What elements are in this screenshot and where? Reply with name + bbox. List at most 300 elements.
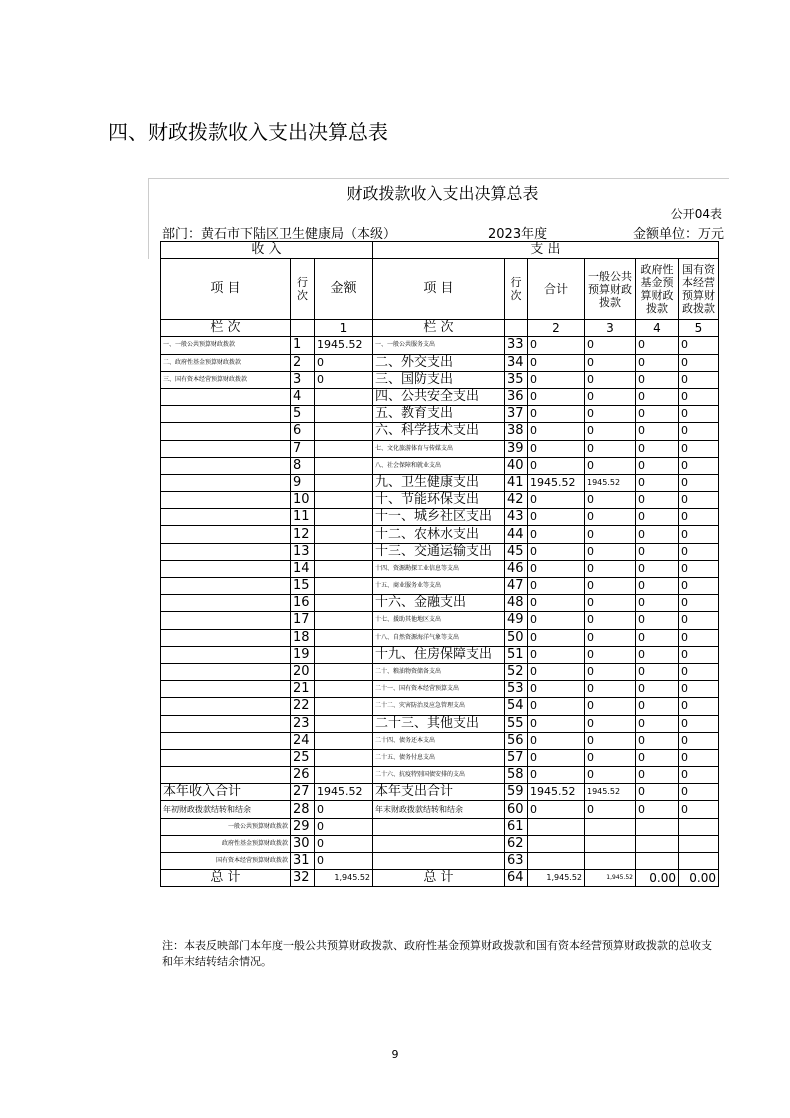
cell-cap: 0 <box>679 595 719 612</box>
cell-in-item <box>161 646 291 663</box>
cell-gov: 0 <box>636 560 679 577</box>
cell-in-amt <box>315 646 373 663</box>
cell-in-amt: 1945.52 <box>315 784 373 801</box>
cell-out-no: 49 <box>505 612 528 629</box>
cell-in-no: 10 <box>291 492 315 509</box>
col-amount-header: 金额 <box>315 259 373 320</box>
cell-out-no: 46 <box>505 560 528 577</box>
cell-out-item: 二十三、其他支出 <box>373 715 505 732</box>
cell-in-no: 17 <box>291 612 315 629</box>
cell-cap: 0 <box>679 749 719 766</box>
cell-out-item: 十、节能环保支出 <box>373 492 505 509</box>
cell-in-item <box>161 681 291 698</box>
cell-out-item: 二十、粮油物资储备支出 <box>373 663 505 680</box>
cell-in-no: 24 <box>291 732 315 749</box>
table-row <box>161 732 719 749</box>
cell-out-item: 本年支出合计 <box>373 784 505 801</box>
cell-gov: 0 <box>636 595 679 612</box>
cell-total: 0 <box>528 371 585 388</box>
cell-total: 0 <box>528 337 585 354</box>
cell-in-no: 15 <box>291 578 315 595</box>
col-num-3: 3 <box>585 320 636 337</box>
cell-out-item: 一、一般公共服务支出 <box>373 337 505 354</box>
cell-general <box>585 818 636 835</box>
col-general-header: 一般公共预算财政拨款 <box>585 259 636 320</box>
cell-total: 0 <box>528 767 585 784</box>
cell-out-item <box>373 835 505 852</box>
cell-total: 0 <box>528 543 585 560</box>
cell-gov <box>636 818 679 835</box>
cell-out-item: 二十四、债务还本支出 <box>373 732 505 749</box>
cell-in-no: 25 <box>291 749 315 766</box>
cell-in-no: 16 <box>291 595 315 612</box>
cell-cap: 0 <box>679 629 719 646</box>
cell-general: 0 <box>585 629 636 646</box>
cell-in-no: 27 <box>291 784 315 801</box>
cell-general: 0 <box>585 715 636 732</box>
cell-in-no: 4 <box>291 388 315 405</box>
cell-total: 0 <box>528 612 585 629</box>
cell-total: 1945.52 <box>528 784 585 801</box>
cell-out-no: 47 <box>505 578 528 595</box>
cell-cap: 0 <box>679 371 719 388</box>
cell-cap: 0 <box>679 457 719 474</box>
table-row <box>161 698 719 715</box>
table-row <box>161 663 719 680</box>
cell-out-no: 60 <box>505 801 528 818</box>
cell-cap: 0 <box>679 406 719 423</box>
col-total-header: 合计 <box>528 259 585 320</box>
cell-in-item <box>161 492 291 509</box>
cell-out-item: 十九、住房保障支出 <box>373 646 505 663</box>
cell-general: 0 <box>585 595 636 612</box>
cell-general: 0 <box>585 457 636 474</box>
cell-cap: 0 <box>679 492 719 509</box>
cell-general: 0 <box>585 406 636 423</box>
cell-general: 0 <box>585 560 636 577</box>
cell-gov: 0 <box>636 423 679 440</box>
cell-out-item: 七、文化旅游体育与传媒支出 <box>373 440 505 457</box>
cell-in-item <box>161 732 291 749</box>
cell-in-amt <box>315 492 373 509</box>
table-row <box>161 646 719 663</box>
grand-in-no: 32 <box>291 870 315 887</box>
cell-in-item <box>161 457 291 474</box>
cell-total: 0 <box>528 354 585 371</box>
cell-total: 0 <box>528 406 585 423</box>
table-row <box>161 681 719 698</box>
table-row <box>161 818 719 835</box>
cell-out-no: 33 <box>505 337 528 354</box>
cell-out-no: 62 <box>505 835 528 852</box>
cell-in-no: 14 <box>291 560 315 577</box>
cell-out-item: 十一、城乡社区支出 <box>373 509 505 526</box>
col-row2-header: 行次 <box>505 259 528 320</box>
cell-in-no: 8 <box>291 457 315 474</box>
unit-label: 金额单位：万元 <box>632 227 724 242</box>
cell-in-amt <box>315 509 373 526</box>
cell-out-no: 42 <box>505 492 528 509</box>
cell-cap: 0 <box>679 440 719 457</box>
cell-out-item: 二十五、债务付息支出 <box>373 749 505 766</box>
cell-in-item <box>161 388 291 405</box>
cell-in-item <box>161 560 291 577</box>
cell-gov: 0 <box>636 474 679 491</box>
cell-cap <box>679 853 719 870</box>
cell-total: 0 <box>528 423 585 440</box>
cell-in-no: 21 <box>291 681 315 698</box>
cell-out-item: 年末财政拨款结转和结余 <box>373 801 505 818</box>
cell-general: 0 <box>585 732 636 749</box>
cell-total: 1945.52 <box>528 474 585 491</box>
cell-gov: 0 <box>636 543 679 560</box>
cell-gov: 0 <box>636 526 679 543</box>
cell-cap: 0 <box>679 560 719 577</box>
col-num-5: 5 <box>679 320 719 337</box>
cell-out-no: 48 <box>505 595 528 612</box>
cell-in-item <box>161 698 291 715</box>
cell-total: 0 <box>528 388 585 405</box>
cell-gov: 0 <box>636 492 679 509</box>
cell-gov: 0 <box>636 629 679 646</box>
cell-total: 0 <box>528 732 585 749</box>
cell-gov: 0 <box>636 354 679 371</box>
cell-in-item <box>161 595 291 612</box>
cell-gov: 0 <box>636 767 679 784</box>
cell-in-amt: 0 <box>315 801 373 818</box>
cell-gov: 0 <box>636 509 679 526</box>
cell-total: 0 <box>528 663 585 680</box>
cell-cap: 0 <box>679 646 719 663</box>
table-row <box>161 492 719 509</box>
cell-general: 0 <box>585 612 636 629</box>
cell-total: 0 <box>528 698 585 715</box>
cell-in-no: 31 <box>291 853 315 870</box>
cell-general: 0 <box>585 698 636 715</box>
blank-cell <box>291 320 315 337</box>
col-gov-fund-header: 政府性基金预算财政拨款 <box>636 259 679 320</box>
cell-in-amt: 0 <box>315 818 373 835</box>
table-row <box>161 526 719 543</box>
cell-out-no: 45 <box>505 543 528 560</box>
cell-in-amt <box>315 595 373 612</box>
cell-total: 0 <box>528 509 585 526</box>
cell-cap <box>679 818 719 835</box>
cell-general <box>585 853 636 870</box>
cell-out-no: 52 <box>505 663 528 680</box>
cell-cap: 0 <box>679 732 719 749</box>
income-section-header: 收 入 <box>161 242 373 259</box>
cell-general: 0 <box>585 337 636 354</box>
cell-total: 0 <box>528 749 585 766</box>
col-item-header: 项 目 <box>161 259 291 320</box>
cell-gov: 0 <box>636 681 679 698</box>
blank-cell <box>505 320 528 337</box>
cell-out-item: 六、科学技术支出 <box>373 423 505 440</box>
cell-general: 0 <box>585 509 636 526</box>
cell-in-amt: 0 <box>315 371 373 388</box>
cell-gov: 0 <box>636 715 679 732</box>
cell-in-no: 19 <box>291 646 315 663</box>
section-heading: 四、财政拨款收入支出决算总表 <box>108 120 388 144</box>
table-row <box>161 629 719 646</box>
col-num-2: 2 <box>528 320 585 337</box>
col-num-4: 4 <box>636 320 679 337</box>
cell-out-item: 二十二、灾害防治及应急管理支出 <box>373 698 505 715</box>
cell-in-item <box>161 509 291 526</box>
cell-total <box>528 818 585 835</box>
table-row <box>161 801 719 818</box>
table-row <box>161 715 719 732</box>
grand-out-item: 总 计 <box>373 870 505 887</box>
cell-in-item: 国有资本经营预算财政拨款 <box>161 853 291 870</box>
grand-total-row <box>161 870 719 887</box>
col-label-right: 栏 次 <box>373 320 505 337</box>
cell-out-no: 38 <box>505 423 528 440</box>
cell-cap: 0 <box>679 578 719 595</box>
cell-in-no: 11 <box>291 509 315 526</box>
cell-total: 0 <box>528 595 585 612</box>
cell-out-no: 44 <box>505 526 528 543</box>
cell-cap: 0 <box>679 612 719 629</box>
cell-in-amt: 0 <box>315 354 373 371</box>
cell-out-no: 35 <box>505 371 528 388</box>
cell-total: 0 <box>528 681 585 698</box>
table-row <box>161 784 719 801</box>
cell-out-no: 58 <box>505 767 528 784</box>
cell-cap: 0 <box>679 474 719 491</box>
cell-gov: 0 <box>636 371 679 388</box>
cell-gov <box>636 835 679 852</box>
table-row <box>161 337 719 354</box>
cell-total: 0 <box>528 578 585 595</box>
cell-general: 0 <box>585 526 636 543</box>
cell-cap: 0 <box>679 423 719 440</box>
cell-out-item: 八、社会保障和就业支出 <box>373 457 505 474</box>
cell-total: 0 <box>528 440 585 457</box>
cell-gov: 0 <box>636 801 679 818</box>
cell-out-no: 34 <box>505 354 528 371</box>
cell-general: 0 <box>585 749 636 766</box>
cell-general: 0 <box>585 801 636 818</box>
cell-in-amt <box>315 560 373 577</box>
grand-out-no: 64 <box>505 870 528 887</box>
cell-in-amt <box>315 681 373 698</box>
cell-in-item <box>161 526 291 543</box>
cell-in-amt <box>315 457 373 474</box>
cell-in-amt <box>315 715 373 732</box>
cell-cap: 0 <box>679 784 719 801</box>
cell-gov <box>636 853 679 870</box>
cell-in-no: 7 <box>291 440 315 457</box>
cell-general <box>585 835 636 852</box>
cell-out-no: 56 <box>505 732 528 749</box>
cell-out-item: 二、外交支出 <box>373 354 505 371</box>
cell-gov: 0 <box>636 646 679 663</box>
cell-out-item: 四、公共安全支出 <box>373 388 505 405</box>
cell-in-item <box>161 749 291 766</box>
table-title: 财政拨款收入支出决算总表 <box>346 184 539 203</box>
cell-cap: 0 <box>679 543 719 560</box>
table-row <box>161 749 719 766</box>
cell-in-item <box>161 406 291 423</box>
col-label-left: 栏 次 <box>161 320 291 337</box>
cell-general: 1945.52 <box>585 784 636 801</box>
cell-in-no: 5 <box>291 406 315 423</box>
cell-in-item <box>161 612 291 629</box>
cell-cap: 0 <box>679 681 719 698</box>
cell-in-item: 年初财政拨款结转和结余 <box>161 801 291 818</box>
cell-out-no: 54 <box>505 698 528 715</box>
cell-in-amt: 0 <box>315 835 373 852</box>
table-note: 注：本表反映部门本年度一般公共预算财政拨款、政府性基金预算财政拨款和国有资本经营预算财政拨款的总收支和年末结转结余情况。 <box>162 939 712 968</box>
cell-gov: 0 <box>636 578 679 595</box>
cell-in-no: 22 <box>291 698 315 715</box>
cell-in-item <box>161 767 291 784</box>
cell-out-item: 十八、自然资源海洋气象等支出 <box>373 629 505 646</box>
cell-out-item: 十五、商业服务业等支出 <box>373 578 505 595</box>
cell-general: 0 <box>585 388 636 405</box>
cell-out-no: 50 <box>505 629 528 646</box>
cell-in-amt <box>315 767 373 784</box>
grand-total: 1,945.52 <box>528 870 585 887</box>
cell-general: 0 <box>585 578 636 595</box>
grand-general: 1,945.52 <box>585 870 636 887</box>
cell-in-amt <box>315 474 373 491</box>
table-row <box>161 853 719 870</box>
cell-in-item: 一般公共预算财政拨款 <box>161 818 291 835</box>
cell-in-no: 30 <box>291 835 315 852</box>
cell-total: 0 <box>528 646 585 663</box>
fiscal-table <box>160 241 719 887</box>
cell-in-item: 政府性基金预算财政拨款 <box>161 835 291 852</box>
cell-out-no: 37 <box>505 406 528 423</box>
cell-gov: 0 <box>636 732 679 749</box>
cell-general: 0 <box>585 440 636 457</box>
cell-in-amt: 1945.52 <box>315 337 373 354</box>
cell-out-item: 十四、资源勘探工业信息等支出 <box>373 560 505 577</box>
cell-general: 0 <box>585 663 636 680</box>
cell-cap: 0 <box>679 388 719 405</box>
cell-out-item: 十三、交通运输支出 <box>373 543 505 560</box>
table-row <box>161 474 719 491</box>
cell-cap: 0 <box>679 715 719 732</box>
table-row <box>161 543 719 560</box>
cell-cap <box>679 835 719 852</box>
cell-general: 0 <box>585 492 636 509</box>
cell-in-item: 二、政府性基金预算财政拨款 <box>161 354 291 371</box>
cell-gov: 0 <box>636 440 679 457</box>
cell-out-item <box>373 853 505 870</box>
cell-in-no: 23 <box>291 715 315 732</box>
cell-in-amt: 0 <box>315 853 373 870</box>
grand-in-amt: 1,945.52 <box>315 870 373 887</box>
cell-out-no: 51 <box>505 646 528 663</box>
cell-out-item: 十七、援助其他地区支出 <box>373 612 505 629</box>
cell-in-no: 3 <box>291 371 315 388</box>
cell-cap: 0 <box>679 337 719 354</box>
table-row <box>161 509 719 526</box>
cell-cap: 0 <box>679 663 719 680</box>
cell-in-item <box>161 629 291 646</box>
table-row <box>161 595 719 612</box>
cell-total: 0 <box>528 715 585 732</box>
cell-in-item: 一、一般公共预算财政拨款 <box>161 337 291 354</box>
cell-general: 0 <box>585 543 636 560</box>
cell-general: 0 <box>585 371 636 388</box>
cell-in-amt <box>315 526 373 543</box>
cell-in-amt <box>315 440 373 457</box>
cell-total <box>528 835 585 852</box>
cell-in-amt <box>315 388 373 405</box>
cell-out-no: 57 <box>505 749 528 766</box>
table-row <box>161 457 719 474</box>
cell-gov: 0 <box>636 784 679 801</box>
cell-in-item: 三、国有资本经营预算财政拨款 <box>161 371 291 388</box>
cell-out-item: 二十一、国有资本经营预算支出 <box>373 681 505 698</box>
cell-cap: 0 <box>679 354 719 371</box>
table-row <box>161 423 719 440</box>
cell-out-no: 53 <box>505 681 528 698</box>
grand-in-item: 总 计 <box>161 870 291 887</box>
expense-section-header: 支 出 <box>373 242 719 259</box>
cell-out-item: 三、国防支出 <box>373 371 505 388</box>
table-row <box>161 560 719 577</box>
cell-gov: 0 <box>636 406 679 423</box>
table-row <box>161 388 719 405</box>
cell-gov: 0 <box>636 337 679 354</box>
cell-general: 1945.52 <box>585 474 636 491</box>
cell-in-item: 本年收入合计 <box>161 784 291 801</box>
cell-in-amt <box>315 663 373 680</box>
cell-out-item: 九、卫生健康支出 <box>373 474 505 491</box>
cell-in-amt <box>315 698 373 715</box>
cell-out-no: 59 <box>505 784 528 801</box>
cell-general: 0 <box>585 767 636 784</box>
cell-in-amt <box>315 543 373 560</box>
cell-out-item <box>373 818 505 835</box>
cell-in-amt <box>315 749 373 766</box>
cell-out-item: 五、教育支出 <box>373 406 505 423</box>
cell-out-no: 39 <box>505 440 528 457</box>
cell-cap: 0 <box>679 509 719 526</box>
cell-in-item <box>161 578 291 595</box>
cell-out-no: 55 <box>505 715 528 732</box>
cell-in-item <box>161 663 291 680</box>
col-item2-header: 项 目 <box>373 259 505 320</box>
cell-in-item <box>161 715 291 732</box>
cell-in-amt <box>315 406 373 423</box>
cell-out-no: 40 <box>505 457 528 474</box>
table-row <box>161 371 719 388</box>
cell-gov: 0 <box>636 388 679 405</box>
cell-general: 0 <box>585 681 636 698</box>
cell-in-item <box>161 474 291 491</box>
table-row <box>161 835 719 852</box>
cell-in-amt <box>315 732 373 749</box>
cell-in-no: 26 <box>291 767 315 784</box>
col-state-capital-header: 国有资本经营预算财政拨款 <box>679 259 719 320</box>
cell-gov: 0 <box>636 612 679 629</box>
cell-general: 0 <box>585 354 636 371</box>
cell-in-no: 2 <box>291 354 315 371</box>
cell-in-amt <box>315 612 373 629</box>
table-row <box>161 406 719 423</box>
grand-cap: 0.00 <box>679 870 719 887</box>
cell-out-no: 41 <box>505 474 528 491</box>
table-row <box>161 354 719 371</box>
col-row-header: 行次 <box>291 259 315 320</box>
